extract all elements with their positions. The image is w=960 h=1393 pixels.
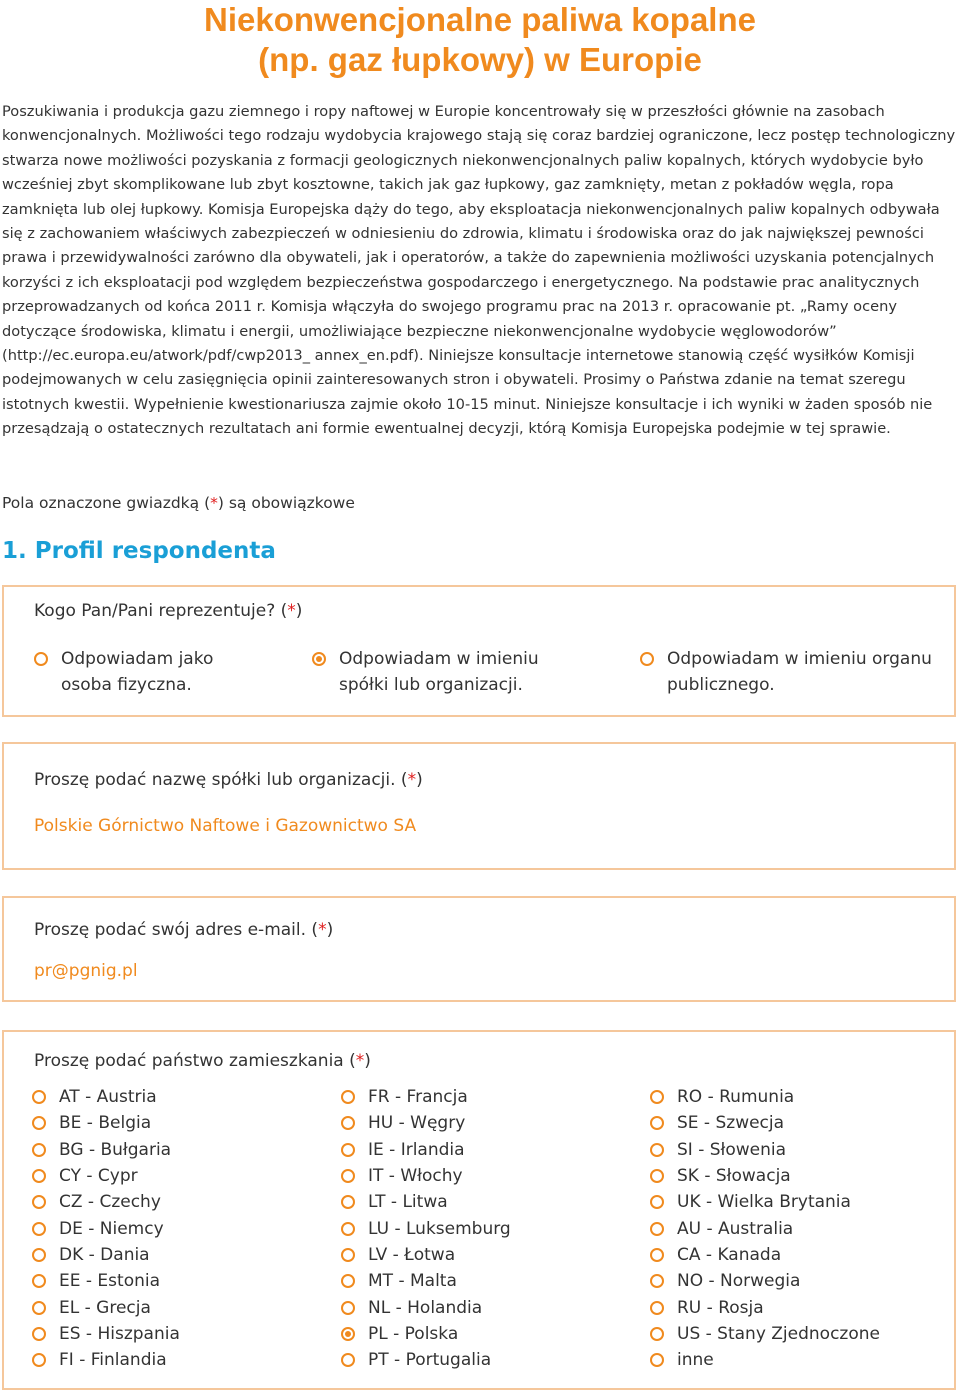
question-label xyxy=(34,1051,371,1071)
country-option[interactable] xyxy=(32,1242,180,1268)
country-option[interactable] xyxy=(650,1189,880,1215)
question-text-end: ) xyxy=(416,770,423,790)
country-option[interactable] xyxy=(650,1215,880,1241)
radio-option-organization[interactable] xyxy=(312,646,539,698)
country-option[interactable] xyxy=(32,1163,180,1189)
option-line-2: osoba fizyczna. xyxy=(61,675,192,695)
country-option[interactable] xyxy=(341,1163,511,1189)
country-label: PL - Polska xyxy=(368,1323,459,1344)
country-label: LV - Łotwa xyxy=(368,1244,456,1265)
country-option[interactable] xyxy=(650,1347,880,1373)
radio-button[interactable] xyxy=(32,1169,46,1183)
required-star: * xyxy=(407,770,417,790)
radio-button[interactable] xyxy=(650,1116,664,1130)
radio-button[interactable] xyxy=(32,1195,46,1209)
country-column-3 xyxy=(650,1084,880,1373)
radio-button[interactable] xyxy=(32,1116,46,1130)
page-title-line-2: (np. gaz łupkowy) w Europie xyxy=(258,41,702,78)
country-label: ES - Hiszpania xyxy=(59,1323,180,1344)
radio-button[interactable] xyxy=(650,1169,664,1183)
country-label: BG - Bułgaria xyxy=(59,1139,172,1160)
radio-button[interactable] xyxy=(341,1353,355,1367)
country-option[interactable] xyxy=(650,1137,880,1163)
required-star: * xyxy=(318,920,327,940)
radio-button[interactable] xyxy=(650,1353,664,1367)
question-text: Kogo Pan/Pani reprezentuje? ( xyxy=(34,601,288,621)
radio-button[interactable] xyxy=(32,1301,46,1315)
radio-button[interactable] xyxy=(341,1090,355,1104)
intro-paragraph: Poszukiwania i produkcja gazu ziemnego i ropy naftowej w Europie koncentrowały się w przeszłości głównie na zasobach konwencjonalnych. Możliwości tego rodzaju wydobycia krajowego stają się coraz bardziej ograniczone, lecz postęp technologiczny stwarza nowe możliwości pozyskania z formacji geologicznych niekonwencjonalnych paliw kopalnych, których wydobycie było wcześniej zbyt skomplikowane lub zbyt kosztowne, takich jak gaz łupkowy, gaz zamknięty, metan z pokładów węgla, ropa zamknięta lub olej łupkowy. Komisja Europejska dąży do tego, aby eksploatacja niekonwencjonalnych paliw kopalnych odbywała się z zachowaniem właściwych zabezpieczeń w odniesieniu do zdrowia, klimatu i środowiska oraz do jak największej pewności prawa i przewidywalności zarówno dla obywateli, jak i operatorów, a także do zapewnienia możliwości uzyskania potencjalnych korzyści z ich eksploatacji pod względem bezpieczeństwa gospodarczego i energetycznego. Na podstawie prac analitycznych przeprowadzanych od końca 2011 r. Komisja włączyła do swojego programu prac na 2013 r. opracowanie pt. „Ramy oceny dotyczące środowiska, klimatu i energii, umożliwiające bezpieczne niekonwencjonalne wydobycie węglowodorów” (http://ec.europa.eu/atwork/pdf/cwp2013_ annex_en.pdf). Niniejsze konsultacje internetowe stanowią część wysiłków Komisji podejmowanych w celu zasięgnięcia opinii zainteresowanych stron i obywateli. Prosimy o Państwa zdanie na temat szeregu istotnych kwestii. Wypełnienie kwestionariusza zajmie około 10-15 minut. Niniejsze konsultacje i ich wyniki w żaden sposób nie przesądzają o ostatecznych rezultatach ani formie ewentualnej decyzji, którą Komisja Europejska podejmie w tej sprawie. xyxy=(2,103,956,438)
question-label xyxy=(34,920,333,940)
country-label: CY - Cypr xyxy=(59,1166,138,1187)
country-label: CA - Kanada xyxy=(677,1244,782,1265)
question-text-end: ) xyxy=(364,1051,371,1071)
required-star: * xyxy=(355,1051,365,1071)
country-option[interactable] xyxy=(32,1294,180,1320)
country-option[interactable] xyxy=(650,1084,880,1110)
country-column-2 xyxy=(341,1084,511,1373)
question-label xyxy=(34,601,302,621)
question-text: Proszę podać państwo zamieszkania ( xyxy=(34,1051,356,1071)
radio-button[interactable] xyxy=(341,1195,355,1209)
country-option[interactable] xyxy=(341,1189,511,1215)
question-text: Proszę podać swój adres e-mail. ( xyxy=(34,920,319,940)
country-option[interactable] xyxy=(32,1189,180,1215)
required-note-suffix: ) są obowiązkowe xyxy=(217,494,355,512)
radio-button[interactable] xyxy=(650,1143,664,1157)
country-label: HU - Węgry xyxy=(368,1113,466,1134)
option-line-1: Odpowiadam jako xyxy=(61,649,214,669)
radio-button[interactable] xyxy=(650,1327,664,1341)
country-label: SE - Szwecja xyxy=(677,1113,785,1134)
country-label: NO - Norwegia xyxy=(677,1271,801,1292)
radio-button[interactable] xyxy=(650,1222,664,1236)
radio-button[interactable] xyxy=(650,1090,664,1104)
country-option[interactable] xyxy=(341,1321,511,1347)
radio-button-selected[interactable] xyxy=(312,652,326,666)
question-text-end: ) xyxy=(326,920,334,940)
country-label: LU - Luksemburg xyxy=(368,1218,511,1239)
country-option[interactable] xyxy=(32,1215,180,1241)
country-label: MT - Malta xyxy=(368,1271,457,1292)
radio-option-individual[interactable] xyxy=(34,646,213,698)
country-option[interactable] xyxy=(650,1110,880,1136)
option-line-2: publicznego. xyxy=(667,675,775,695)
country-option[interactable] xyxy=(341,1347,511,1373)
radio-button[interactable] xyxy=(341,1116,355,1130)
country-option[interactable] xyxy=(341,1294,511,1320)
country-label: DE - Niemcy xyxy=(59,1218,164,1239)
country-option[interactable] xyxy=(650,1268,880,1294)
radio-button[interactable] xyxy=(341,1143,355,1157)
radio-button[interactable] xyxy=(650,1274,664,1288)
country-label: EE - Estonia xyxy=(59,1271,161,1292)
radio-button[interactable] xyxy=(341,1301,355,1315)
country-label: AU - Australia xyxy=(677,1218,794,1239)
country-label: US - Stany Zjednoczone xyxy=(677,1323,880,1344)
country-column-1 xyxy=(32,1084,180,1373)
country-option[interactable] xyxy=(341,1137,511,1163)
radio-button[interactable] xyxy=(32,1353,46,1367)
intro-text xyxy=(2,100,960,442)
country-label: NL - Holandia xyxy=(368,1297,483,1318)
country-label: SI - Słowenia xyxy=(677,1139,787,1160)
radio-button[interactable] xyxy=(341,1274,355,1288)
radio-button[interactable] xyxy=(640,652,654,666)
radio-button[interactable] xyxy=(341,1248,355,1262)
country-option[interactable] xyxy=(341,1242,511,1268)
radio-option-label xyxy=(667,646,932,698)
required-note-prefix: Pola oznaczone gwiazdką ( xyxy=(2,494,211,512)
country-label: FR - Francja xyxy=(368,1087,468,1108)
country-label: RU - Rosja xyxy=(677,1297,764,1318)
country-option[interactable] xyxy=(32,1137,180,1163)
option-line-2: spółki lub organizacji. xyxy=(339,675,523,695)
required-fields-note xyxy=(2,494,355,512)
country-option[interactable] xyxy=(341,1110,511,1136)
question-text-end: ) xyxy=(295,601,303,621)
radio-button[interactable] xyxy=(34,652,48,666)
country-label: RO - Rumunia xyxy=(677,1087,795,1108)
country-option[interactable] xyxy=(341,1084,511,1110)
country-label: EL - Grecja xyxy=(59,1297,151,1318)
page-title xyxy=(0,0,960,80)
radio-button[interactable] xyxy=(650,1195,664,1209)
country-option[interactable] xyxy=(650,1242,880,1268)
country-option[interactable] xyxy=(341,1215,511,1241)
country-option[interactable] xyxy=(650,1294,880,1320)
country-option[interactable] xyxy=(650,1321,880,1347)
radio-button[interactable] xyxy=(32,1090,46,1104)
organization-name-answer[interactable]: Polskie Górnictwo Naftowe i Gazownictwo SA xyxy=(34,816,417,836)
radio-option-label xyxy=(339,646,539,698)
section-title: 1. Profil respondenta xyxy=(2,538,276,564)
country-label: BE - Belgia xyxy=(59,1113,152,1134)
radio-option-public-body[interactable] xyxy=(640,646,932,698)
question-representation xyxy=(2,585,956,717)
country-label: IE - Irlandia xyxy=(368,1139,465,1160)
country-label: CZ - Czechy xyxy=(59,1192,161,1213)
country-option[interactable] xyxy=(341,1268,511,1294)
email-answer[interactable]: pr@pgnig.pl xyxy=(34,961,138,981)
country-option[interactable] xyxy=(650,1163,880,1189)
radio-button[interactable] xyxy=(32,1143,46,1157)
country-option[interactable] xyxy=(32,1268,180,1294)
country-label: PT - Portugalia xyxy=(368,1350,492,1371)
option-line-1: Odpowiadam w imieniu organu xyxy=(667,649,932,669)
country-option[interactable] xyxy=(32,1347,180,1373)
radio-button-selected[interactable] xyxy=(341,1327,355,1341)
radio-button[interactable] xyxy=(650,1301,664,1315)
radio-button[interactable] xyxy=(32,1274,46,1288)
question-email xyxy=(2,896,956,1002)
radio-button[interactable] xyxy=(650,1248,664,1262)
country-label: inne xyxy=(677,1350,714,1371)
option-line-1: Odpowiadam w imieniu xyxy=(339,649,539,669)
country-label: FI - Finlandia xyxy=(59,1350,167,1371)
country-label: LT - Litwa xyxy=(368,1192,448,1213)
radio-button[interactable] xyxy=(341,1169,355,1183)
radio-button[interactable] xyxy=(341,1222,355,1236)
country-label: AT - Austria xyxy=(59,1087,157,1108)
country-label: UK - Wielka Brytania xyxy=(677,1192,851,1213)
country-label: SK - Słowacja xyxy=(677,1166,791,1187)
country-option[interactable] xyxy=(32,1084,180,1110)
question-organization-name xyxy=(2,742,956,870)
required-star: * xyxy=(210,494,218,512)
page-title-line-1: Niekonwencjonalne paliwa kopalne xyxy=(204,1,756,38)
radio-option-label xyxy=(61,646,213,698)
country-label: DK - Dania xyxy=(59,1244,150,1265)
question-text: Proszę podać nazwę spółki lub organizacji. ( xyxy=(34,770,408,790)
country-option[interactable] xyxy=(32,1110,180,1136)
country-label: IT - Włochy xyxy=(368,1166,463,1187)
required-star: * xyxy=(287,601,296,621)
radio-button[interactable] xyxy=(32,1327,46,1341)
radio-button[interactable] xyxy=(32,1222,46,1236)
country-option[interactable] xyxy=(32,1321,180,1347)
radio-button[interactable] xyxy=(32,1248,46,1262)
question-label xyxy=(34,770,423,790)
